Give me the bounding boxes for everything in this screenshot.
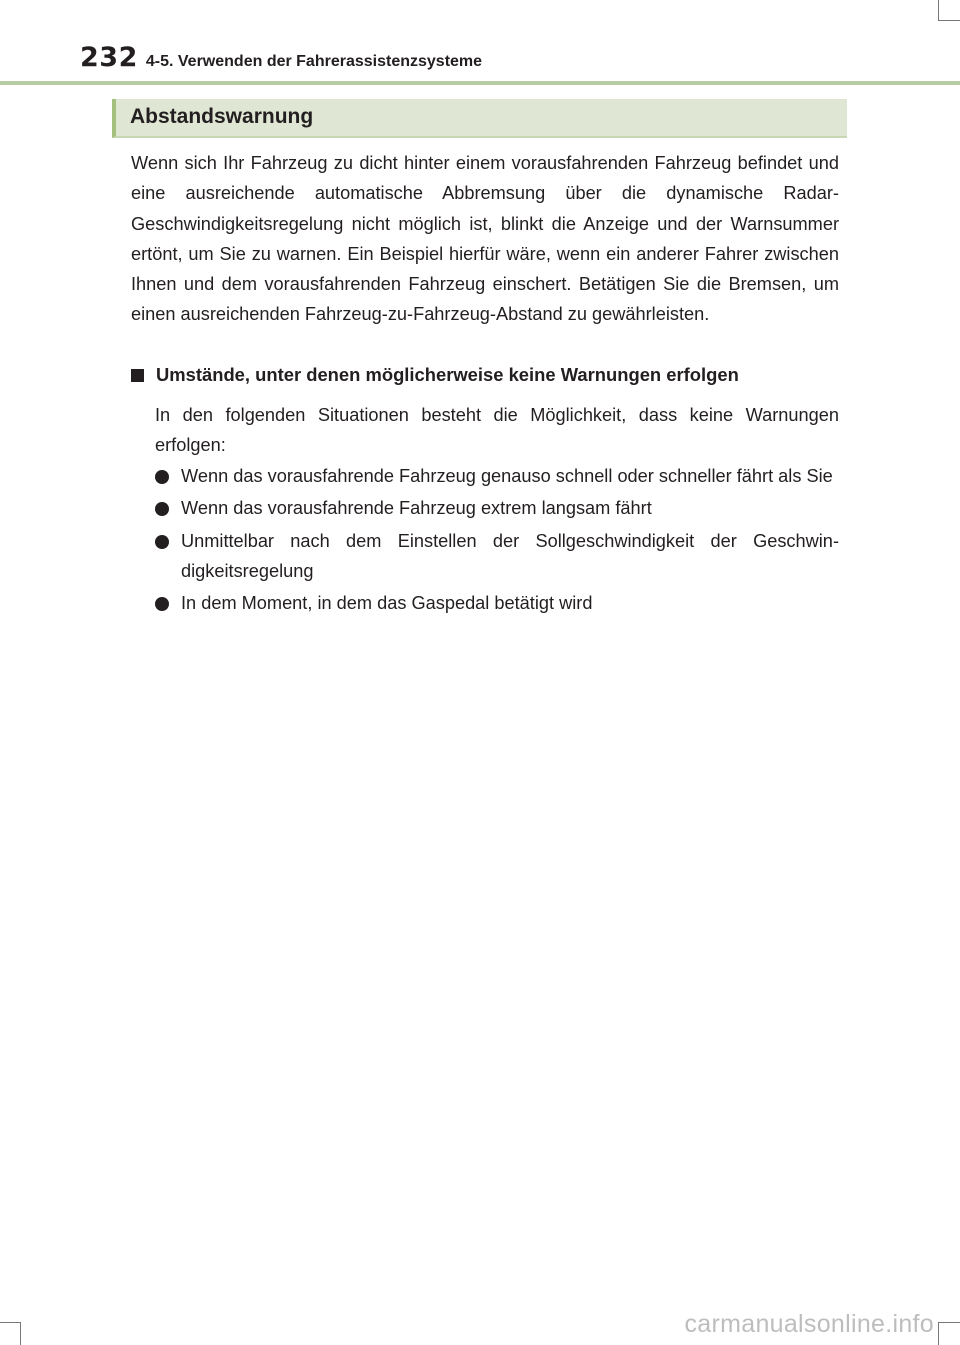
- subsection-intro: In den folgenden Situationen besteht die Möglichkeit, dass keine Warnungen erfolgen:: [155, 405, 839, 456]
- page-header: [80, 42, 482, 73]
- crop-mark: [938, 1322, 939, 1345]
- list-item: [155, 461, 839, 491]
- crop-mark: [938, 20, 960, 21]
- header-divider: [0, 81, 960, 85]
- page-number: 232: [80, 42, 138, 73]
- bullet-list: [155, 461, 839, 620]
- crop-mark: [938, 0, 939, 20]
- list-item-text: Wenn das vorausfahrende Fahrzeug genauso schnell oder schneller fährt als Sie: [181, 466, 833, 486]
- list-item-text: Unmittelbar nach dem Einstellen der Sollgeschwindigkeit der Geschwindigkeitsregelung: [181, 530, 839, 581]
- crop-mark: [0, 1322, 20, 1323]
- subsection-heading: [131, 364, 851, 386]
- circle-bullet-icon: [155, 502, 169, 516]
- circle-bullet-icon: [155, 597, 169, 611]
- chapter-title: 4-5. Verwenden der Fahrerassistenzsysteme: [145, 53, 483, 70]
- section-heading-box: [112, 99, 847, 138]
- subsection-title: Umstände, unter denen möglicherweise keine Warnungen erfolgen: [156, 364, 739, 385]
- list-item: [155, 588, 839, 618]
- crop-mark: [938, 1322, 960, 1323]
- section-body: Wenn sich Ihr Fahrzeug zu dicht hinter einem vorausfahrenden Fahrzeug befindet und eine ausreichende automatische Abbremsung über die dynamische Radar-Geschwindigkeitsregelung nicht möglich ist, blinkt die Anzeige und der Warnsummer ertönt, um Sie zu warnen. Ein Beispiel hierfür wäre, wenn ein anderer Fahrer zwischen Ihnen und dem vorausfahrenden Fahrzeug einschert. Betätigen Sie die Bremsen, um einen ausreichenden Fahrzeug-zu-Fahrzeug-Abstand zu gewährleisten.: [131, 153, 839, 325]
- crop-mark: [20, 1322, 21, 1345]
- square-bullet-icon: [131, 369, 144, 382]
- circle-bullet-icon: [155, 470, 169, 484]
- watermark: carmanualsonline.info: [684, 1310, 934, 1338]
- list-item-text: In dem Moment, in dem das Gaspedal betätigt wird: [181, 593, 593, 614]
- list-item: [155, 526, 839, 587]
- section-title: Abstandswarnung: [130, 105, 314, 128]
- list-item: [155, 493, 839, 523]
- list-item-text: Wenn das vorausfahrende Fahrzeug extrem langsam fährt: [181, 498, 652, 519]
- circle-bullet-icon: [155, 535, 169, 549]
